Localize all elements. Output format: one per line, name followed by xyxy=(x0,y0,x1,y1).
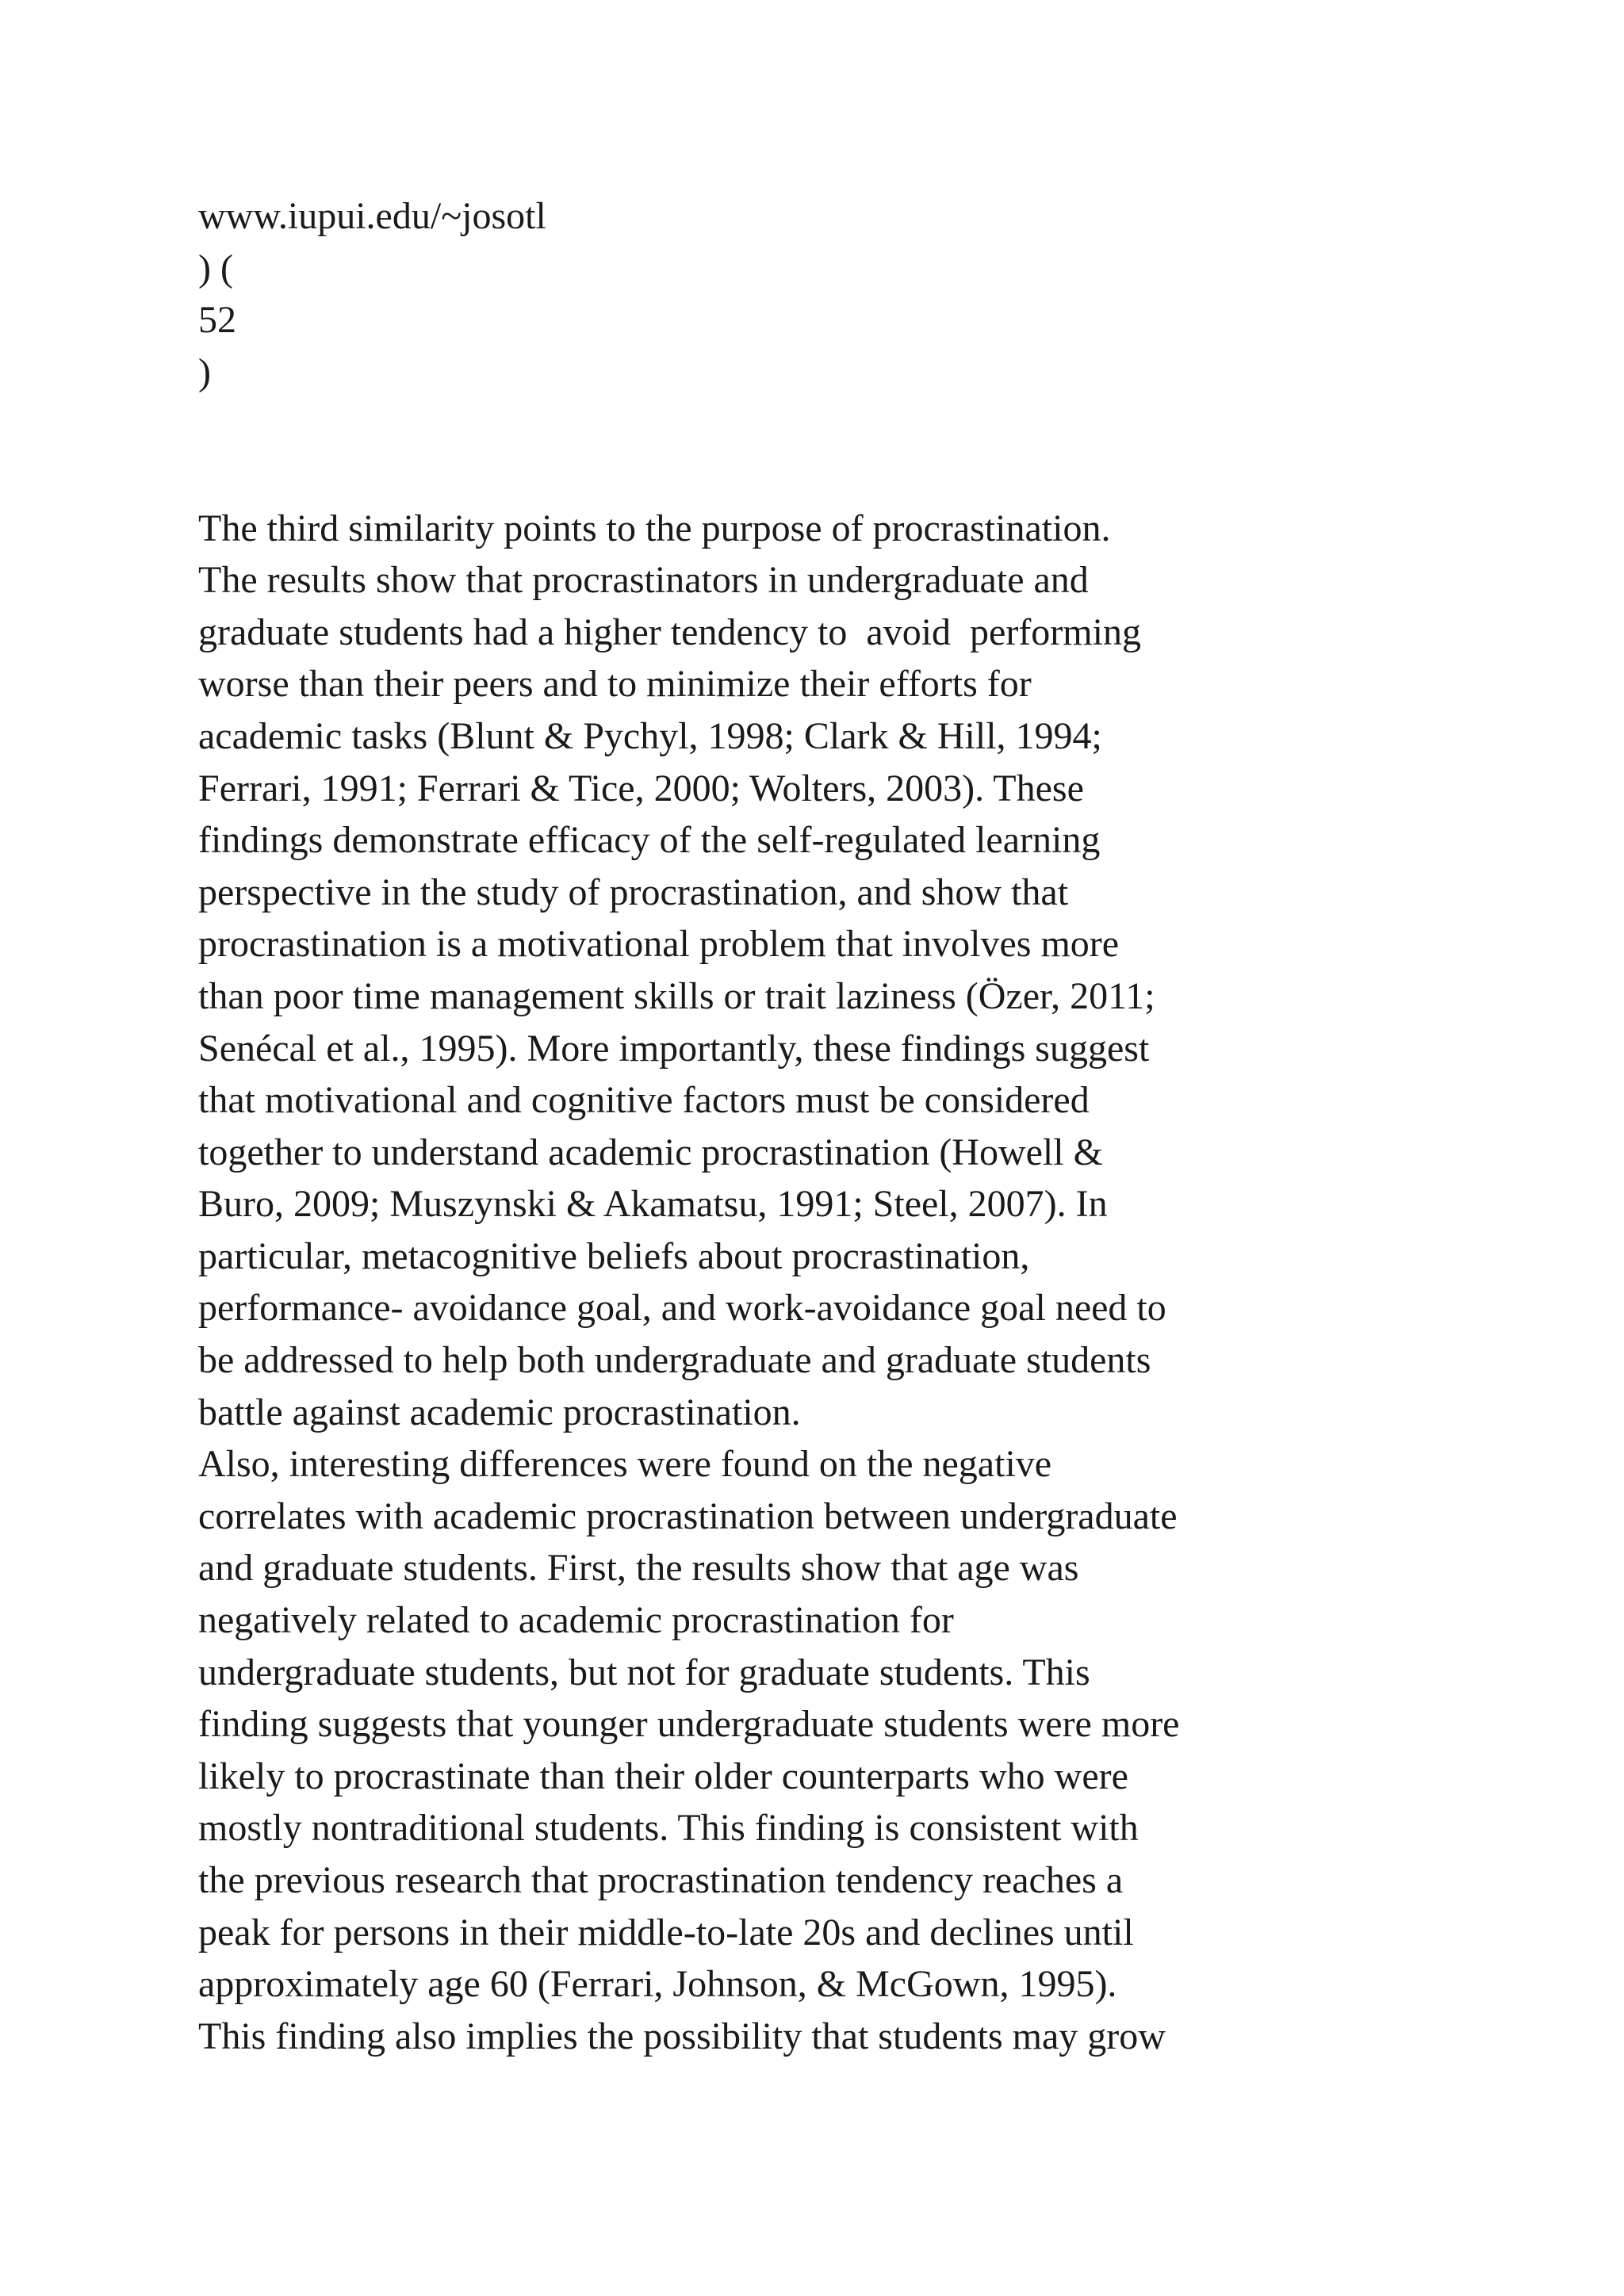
text-line: likely to procrastinate than their older counterparts who were xyxy=(198,1755,1128,1797)
journal-header xyxy=(198,190,1594,398)
text-line: approximately age 60 (Ferrari, Johnson, & McGown, 1995). xyxy=(198,1963,1117,2006)
text-line: Senécal et al., 1995). More importantly, these findings suggest xyxy=(198,1027,1150,1070)
text-line: procrastination is a motivational problem that involves more xyxy=(198,923,1120,966)
text-line: be addressed to help both undergraduate and graduate students xyxy=(198,1339,1151,1382)
text-line: than poor time management skills or trait laziness (Özer, 2011; xyxy=(198,974,1155,1017)
journal-url: www.iupui.edu/~josotl xyxy=(198,195,546,237)
page-number: 52 xyxy=(198,299,236,342)
text-line: academic tasks (Blunt & Pychyl, 1998; Clark & Hill, 1994; xyxy=(198,714,1102,757)
header-spacer xyxy=(198,398,1594,502)
text-line: peak for persons in their middle-to-late 20s and declines until xyxy=(198,1911,1134,1954)
text-line: perspective in the study of procrastination, and show that xyxy=(198,871,1069,913)
text-line: Also, interesting differences were found on the negative xyxy=(198,1443,1052,1486)
text-line: findings demonstrate efficacy of the self-regulated learning xyxy=(198,819,1101,862)
text-line: Ferrari, 1991; Ferrari & Tice, 2000; Wolters, 2003). These xyxy=(198,767,1084,809)
text-line: undergraduate students, but not for graduate students. This xyxy=(198,1651,1090,1693)
document-text xyxy=(198,190,1594,2062)
text-line: negatively related to academic procrastination for xyxy=(198,1599,954,1642)
text-line: that motivational and cognitive factors must be considered xyxy=(198,1079,1090,1122)
text-line: together to understand academic procrastination (Howell & xyxy=(198,1131,1103,1173)
text-line: particular, metacognitive beliefs about procrastination, xyxy=(198,1234,1030,1277)
body-paragraphs xyxy=(198,503,1594,2063)
text-line: finding suggests that younger undergraduate students were more xyxy=(198,1703,1180,1746)
text-line: battle against academic procrastination. xyxy=(198,1391,801,1433)
text-line: worse than their peers and to minimize their efforts for xyxy=(198,663,1032,706)
text-line: The results show that procrastinators in undergraduate and xyxy=(198,559,1089,602)
text-line: mostly nontraditional students. This finding is consistent with xyxy=(198,1807,1139,1850)
text-line: performance- avoidance goal, and work-avoidance goal need to xyxy=(198,1287,1166,1330)
text-line: Buro, 2009; Muszynski & Akamatsu, 1991; Steel, 2007). In xyxy=(198,1183,1108,1226)
text-line: and graduate students. First, the results show that age was xyxy=(198,1547,1079,1590)
header-bracket-close: ) xyxy=(198,350,211,393)
text-line: graduate students had a higher tendency to avoid performing xyxy=(198,610,1141,653)
text-line: The third similarity points to the purpose of procrastination. xyxy=(198,507,1111,549)
header-bracket-line: ) ( xyxy=(198,247,233,289)
text-line: correlates with academic procrastination between undergraduate xyxy=(198,1494,1178,1537)
text-line: This finding also implies the possibility that students may grow xyxy=(198,2015,1166,2057)
text-line: the previous research that procrastination tendency reaches a xyxy=(198,1859,1124,1901)
